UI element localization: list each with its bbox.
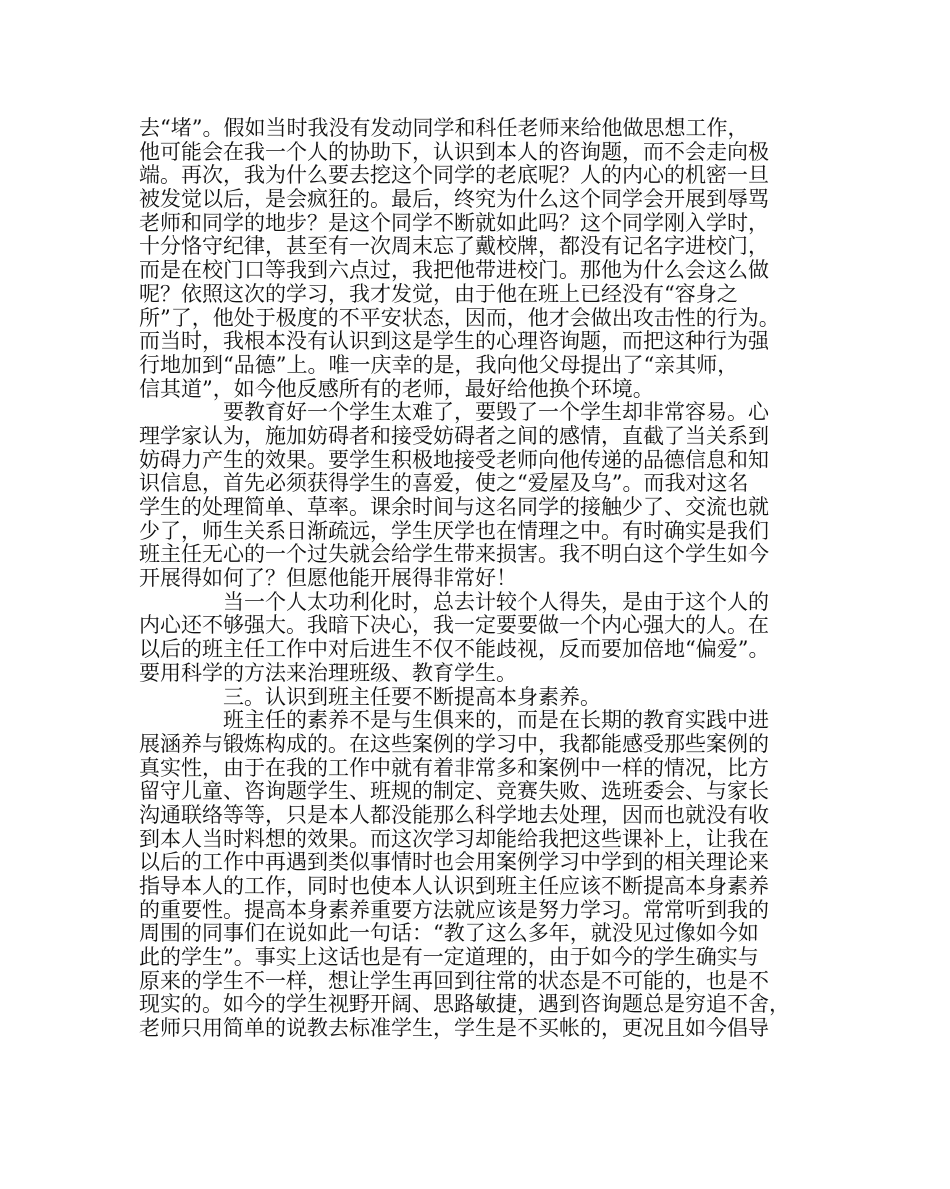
text-line: 老师只用简单的说教去标准学生，学生是不买帐的，更况且如今倡导 xyxy=(139,1016,769,1041)
text-line: 识信息，首先必须获得学生的喜爱，使之“爱屋及乌”。而我对这名 xyxy=(139,471,749,496)
text-line: 他可能会在我一个人的协助下，认识到本人的咨询题，而不会走向极 xyxy=(139,139,769,164)
text-line: 老师和同学的地步？是这个同学不断就如此吗？这个同学刚入学时， xyxy=(139,210,769,235)
text-line: 班主任的素养不是与生俱来的，而是在长期的教育实践中进 xyxy=(223,708,769,733)
text-line: 真实性，由于在我的工作中就有着非常多和案例中一样的情况，比方 xyxy=(139,755,769,780)
text-line: 周围的同事们在说如此一句话：“教了这么多年，就没见过像如今如 xyxy=(139,921,759,946)
text-line: 留守儿童、咨询题学生、班规的制定、竞赛失败、选班委会、与家长 xyxy=(139,779,769,804)
text-line: 要用科学的方法来治理班级、教育学生。 xyxy=(139,660,517,685)
text-line: 此的学生”。事实上这话也是有一定道理的，由于如今的学生确实与 xyxy=(139,945,759,970)
text-line: 内心还不够强大。我暗下决心，我一定要要做一个内心强大的人。在 xyxy=(139,613,769,638)
body-text xyxy=(139,117,839,1041)
text-line: 信其道”，如今他反感所有的老师，最好给他换个环境。 xyxy=(139,376,654,401)
text-line: 当一个人太功利化时，总去计较个人得失，是由于这个人的 xyxy=(223,589,769,614)
text-line: 呢？依照这次的学习，我才发觉，由于他在班上已经没有“容身之 xyxy=(139,281,738,306)
text-line: 十分恪守纪律，甚至有一次周末忘了戴校牌，都没有记名字进校门， xyxy=(139,234,769,259)
text-line: 以后的工作中再遇到类似事情时也会用案例学习中学到的相关理论来 xyxy=(139,850,769,875)
text-line: 现实的。如今的学生视野开阔、思路敏捷，遇到咨询题总是穷追不舍， xyxy=(139,992,790,1017)
text-line: 展涵养与锻炼构成的。在这些案例的学习中，我都能感受那些案例的 xyxy=(139,731,769,756)
text-line: 而当时，我根本没有认识到这是学生的心理咨询题，而把这种行为强 xyxy=(139,329,769,354)
text-line: 去“堵”。假如当时我没有发动同学和科任老师来给他做思想工作， xyxy=(139,116,749,140)
text-line: 而是在校门口等我到六点过，我把他带进校门。那他为什么会这么做 xyxy=(139,258,769,283)
text-line: 妨碍力产生的效果。要学生积极地接受老师向他传递的品德信息和知 xyxy=(139,447,769,472)
text-line: 所”了，他处于极度的不平安状态，因而，他才会做出攻击性的行为。 xyxy=(139,305,780,330)
text-line: 被发觉以后，是会疯狂的。最后，终究为什么这个同学会开展到辱骂 xyxy=(139,187,769,212)
text-line: 要教育好一个学生太难了，要毁了一个学生却非常容易。心 xyxy=(223,400,769,425)
text-line: 学生的处理简单、草率。课余时间与这名同学的接触少了、交流也就 xyxy=(139,495,769,519)
text-line: 开展得如何了？但愿他能开展得非常好！ xyxy=(139,566,517,591)
text-line: 行地加到“品德”上。唯一庆幸的是，我向他父母提出了“亲其师， xyxy=(139,352,739,377)
text-line: 理学家认为，施加妨碍者和接受妨碍者之间的感情，直截了当关系到 xyxy=(139,423,769,448)
text-line: 的重要性。提高本身素养重要方法就应该是努力学习。常常听到我的 xyxy=(139,897,769,922)
text-line: 三。认识到班主任要不断提高本身素养。 xyxy=(223,684,601,709)
text-line: 原来的学生不一样，想让学生再回到往常的状态是不可能的，也是不 xyxy=(139,968,769,993)
text-line: 少了，师生关系日渐疏远，学生厌学也在情理之中。有时确实是我们 xyxy=(139,518,769,543)
text-line: 指导本人的工作，同时也使本人认识到班主任应该不断提高本身素养 xyxy=(139,874,769,898)
text-line: 班主任无心的一个过失就会给学生带来损害。我不明白这个学生如今 xyxy=(139,542,769,567)
text-line: 沟通联络等等，只是本人都没能那么科学地去处理，因而也就没有收 xyxy=(139,802,769,827)
text-line: 以后的班主任工作中对后进生不仅不能歧视，反而要加倍地“偏爱”。 xyxy=(139,637,770,662)
text-line: 端。再次，我为什么要去挖这个同学的老底呢？人的内心的机密一旦 xyxy=(139,163,769,188)
text-line: 到本人当时料想的效果。而这次学习却能给我把这些课补上，让我在 xyxy=(139,826,769,851)
